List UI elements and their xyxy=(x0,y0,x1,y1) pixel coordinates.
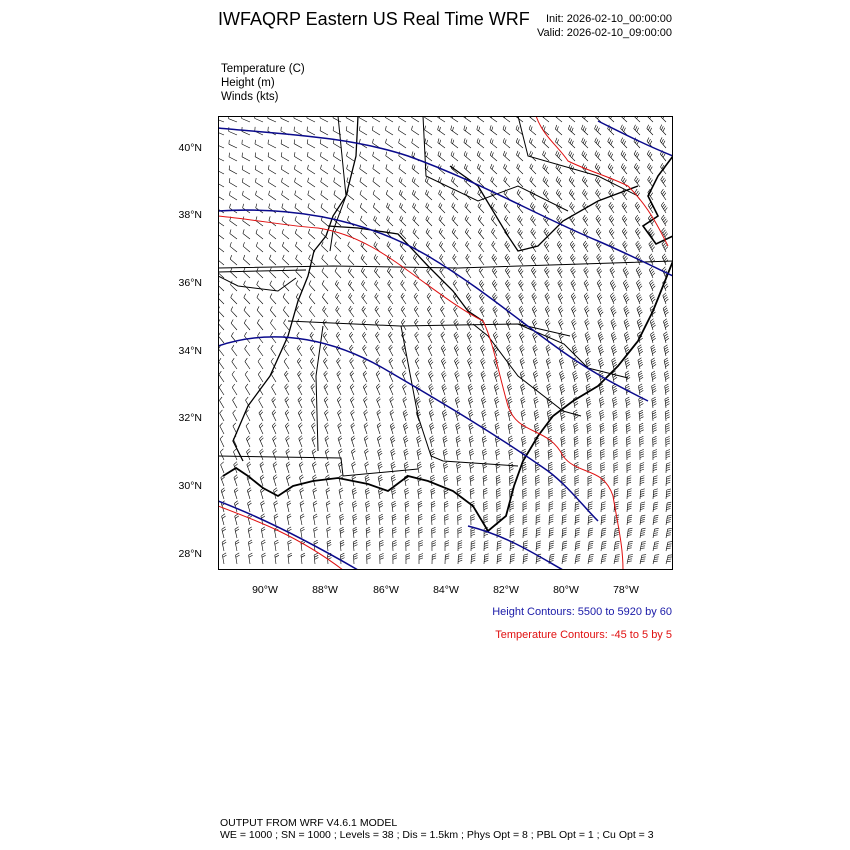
lon-label-90w: 90°W xyxy=(252,584,278,596)
valid-time: Valid: 2026-02-10_09:00:00 xyxy=(537,27,672,39)
legend-winds: Winds (kts) xyxy=(221,91,279,103)
lat-label-32n: 32°N xyxy=(178,412,202,424)
lat-label-40n: 40°N xyxy=(178,142,202,154)
lon-label-80w: 80°W xyxy=(553,584,579,596)
lon-label-82w: 82°W xyxy=(493,584,519,596)
lat-label-38n: 38°N xyxy=(178,209,202,221)
legend-temperature: Temperature (C) xyxy=(221,63,305,75)
model-info-line1: OUTPUT FROM WRF V4.6.1 MODEL xyxy=(220,817,398,829)
lat-label-30n: 30°N xyxy=(178,480,202,492)
init-time: Init: 2026-02-10_00:00:00 xyxy=(546,13,672,25)
lat-label-36n: 36°N xyxy=(178,277,202,289)
lon-label-84w: 84°W xyxy=(433,584,459,596)
lat-label-28n: 28°N xyxy=(178,548,202,560)
weather-map xyxy=(218,116,673,570)
legend-height: Height (m) xyxy=(221,77,275,89)
model-info-line2: WE = 1000 ; SN = 1000 ; Levels = 38 ; Dis = 1.5km ; Phys Opt = 8 ; PBL Opt = 1 ; Cu Opt = 3 xyxy=(220,829,654,841)
lon-label-78w: 78°W xyxy=(613,584,639,596)
lat-label-34n: 34°N xyxy=(178,345,202,357)
lon-label-88w: 88°W xyxy=(312,584,338,596)
temperature-contour-note: Temperature Contours: -45 to 5 by 5 xyxy=(495,629,672,641)
height-contour-note: Height Contours: 5500 to 5920 by 60 xyxy=(492,606,672,618)
chart-title: IWFAQRP Eastern US Real Time WRF xyxy=(218,9,530,29)
lon-label-86w: 86°W xyxy=(373,584,399,596)
